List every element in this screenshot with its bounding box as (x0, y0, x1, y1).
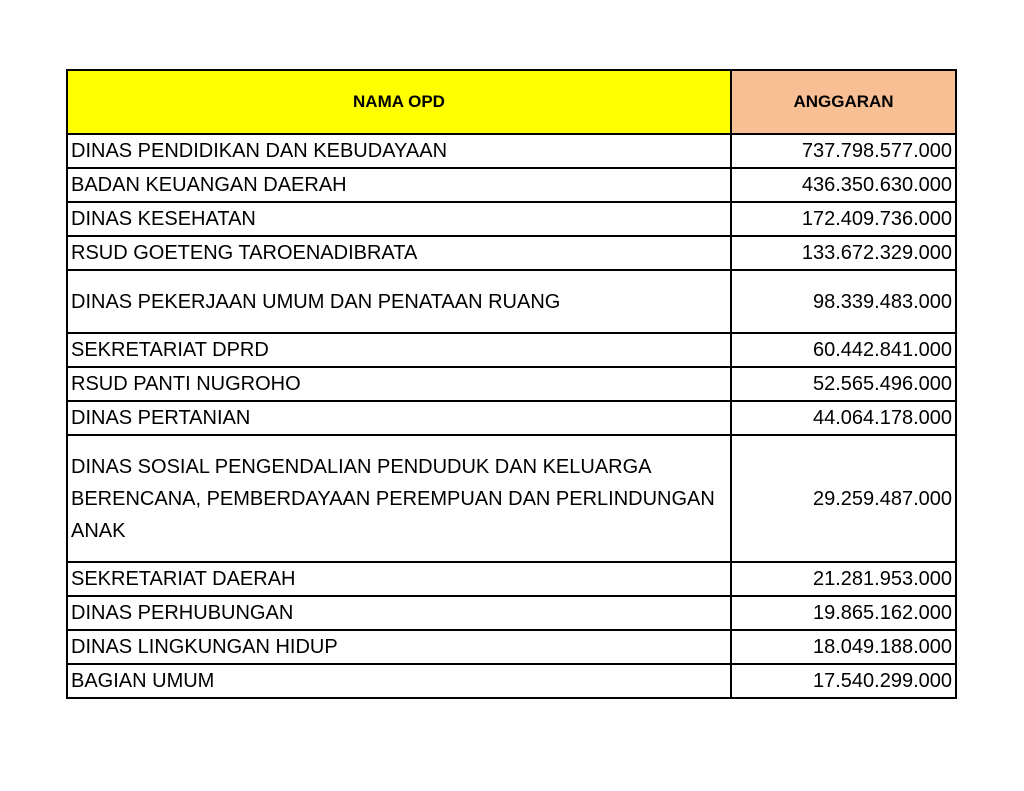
table-row (67, 664, 956, 698)
header-anggaran: ANGGARAN (731, 70, 956, 134)
opd-name-cell: DINAS PERHUBUNGAN (67, 596, 731, 630)
opd-name-cell: SEKRETARIAT DAERAH (67, 562, 731, 596)
amount-cell: 29.259.487.000 (731, 435, 956, 562)
header-nama-opd: NAMA OPD (67, 70, 731, 134)
amount-cell: 737.798.577.000 (731, 134, 956, 168)
amount-cell: 98.339.483.000 (731, 270, 956, 333)
opd-name-cell: RSUD PANTI NUGROHO (67, 367, 731, 401)
table-row (67, 596, 956, 630)
table-row (67, 202, 956, 236)
amount-cell: 436.350.630.000 (731, 168, 956, 202)
amount-cell: 172.409.736.000 (731, 202, 956, 236)
opd-name-cell: BADAN KEUANGAN DAERAH (67, 168, 731, 202)
amount-cell: 60.442.841.000 (731, 333, 956, 367)
header-row (67, 70, 956, 134)
table-row (67, 367, 956, 401)
opd-name-cell: DINAS SOSIAL PENGENDALIAN PENDUDUK DAN KELUARGA BERENCANA, PEMBERDAYAAN PEREMPUAN DAN PERLINDUNGAN ANAK (67, 435, 731, 562)
table-row (67, 630, 956, 664)
table-row (67, 562, 956, 596)
opd-name-cell: SEKRETARIAT DPRD (67, 333, 731, 367)
opd-name-cell: DINAS LINGKUNGAN HIDUP (67, 630, 731, 664)
opd-name-cell: DINAS PERTANIAN (67, 401, 731, 435)
amount-cell: 52.565.496.000 (731, 367, 956, 401)
opd-name-cell: DINAS PEKERJAAN UMUM DAN PENATAAN RUANG (67, 270, 731, 333)
table-row (67, 333, 956, 367)
amount-cell: 133.672.329.000 (731, 236, 956, 270)
opd-name-cell: DINAS KESEHATAN (67, 202, 731, 236)
budget-table (66, 69, 957, 699)
amount-cell: 19.865.162.000 (731, 596, 956, 630)
opd-name-cell: RSUD GOETENG TAROENADIBRATA (67, 236, 731, 270)
table-row (67, 236, 956, 270)
table-row (67, 270, 956, 333)
amount-cell: 17.540.299.000 (731, 664, 956, 698)
opd-name-cell: BAGIAN UMUM (67, 664, 731, 698)
amount-cell: 18.049.188.000 (731, 630, 956, 664)
amount-cell: 21.281.953.000 (731, 562, 956, 596)
table-row (67, 134, 956, 168)
table-row (67, 168, 956, 202)
opd-name-cell: DINAS PENDIDIKAN DAN KEBUDAYAAN (67, 134, 731, 168)
table-row (67, 435, 956, 562)
table-row (67, 401, 956, 435)
amount-cell: 44.064.178.000 (731, 401, 956, 435)
